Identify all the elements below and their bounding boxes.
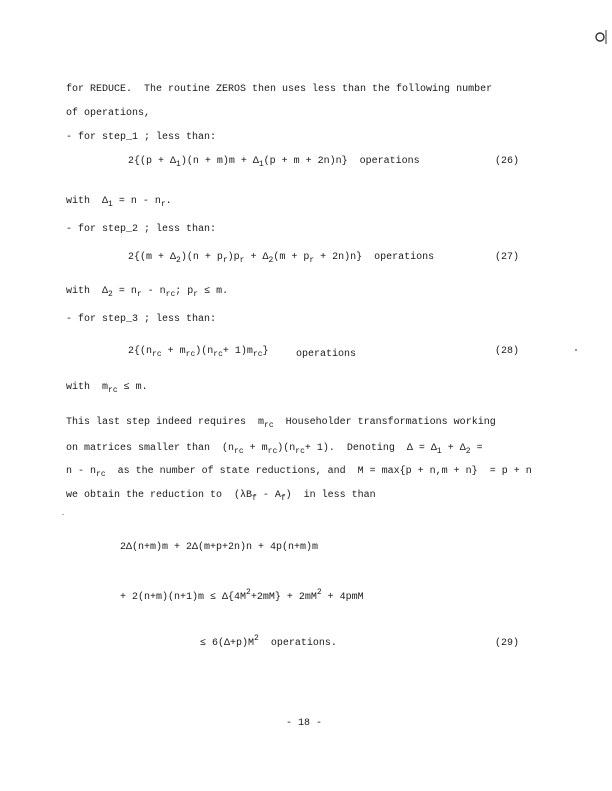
equation-number-27: (27) [495,252,520,263]
equation-27: $2\{(m + \Delta_2)(n + p_r)p_r + \Delta_2(m + p_r + 2n)n\}$ operations [128,252,435,265]
paragraph-line-1: This last step indeed requires $m_{rc}$ Householder transformations working [66,417,496,430]
corner-mark [594,30,608,48]
step-3-label: - for step_3 ; less than: [66,314,217,325]
equation-26: $2\{(p + \Delta_1)(n + m)m + \Delta_1(p + m + 2n)n\}$ operations [128,156,420,169]
equation-28-operations: operations [296,349,357,360]
step-1-label: - for step_1 ; less than: [66,132,217,143]
margin-dot [575,349,577,351]
equation-number-28: (28) [495,346,520,357]
with-delta-2: with $\Delta_2 = n_r - n_{rc}$; $p_r \le m$. [66,286,229,299]
equation-29-line-2: + $2(n+m)(n+1)m \le \Delta\{4M^2+2mM\} + 2mM^2 + 4pmM$ [120,588,364,603]
equation-28: $2\{(n_{rc} + m_{rc})(n_{rc}+ 1)m_{rc}\}$ [128,346,269,359]
paragraph-line-3: n - $n_{rc}$ as the number of state reductions, and M = max{p + n,m + n} = p + n [66,466,532,479]
with-m-rc: with $m_{rc} \le m$. [66,382,148,395]
margin-dot [62,514,64,515]
intro-line-1: for REDUCE. The routine ZEROS then uses less than the following number [66,84,493,95]
equation-number-29: (29) [495,638,520,649]
paragraph-line-2: on matrices smaller than $(n_{rc} + m_{rc})(n_{rc}+ 1)$. Denoting $\Delta = \Delta_1 + \Delta_2$ = [66,443,483,456]
equation-number-26: (26) [495,156,520,167]
equation-29-line-3: ≤ $6(\Delta+p)M^2$ operations. [200,634,337,649]
step-2-label: - for step_2 ; less than: [66,224,217,235]
paragraph-line-4: we obtain the reduction to $(\lambda B_f - A_f)$ in less than [66,490,376,503]
equation-29-line-1: 2Δ(n+m)m + 2Δ(m+p+2n)n + 4p(n+m)m [120,542,319,553]
page-number: - 18 - [286,718,323,729]
intro-line-2: of operations, [66,108,151,119]
with-delta-1: with $\Delta_1 = n - n_r$. [66,196,172,209]
